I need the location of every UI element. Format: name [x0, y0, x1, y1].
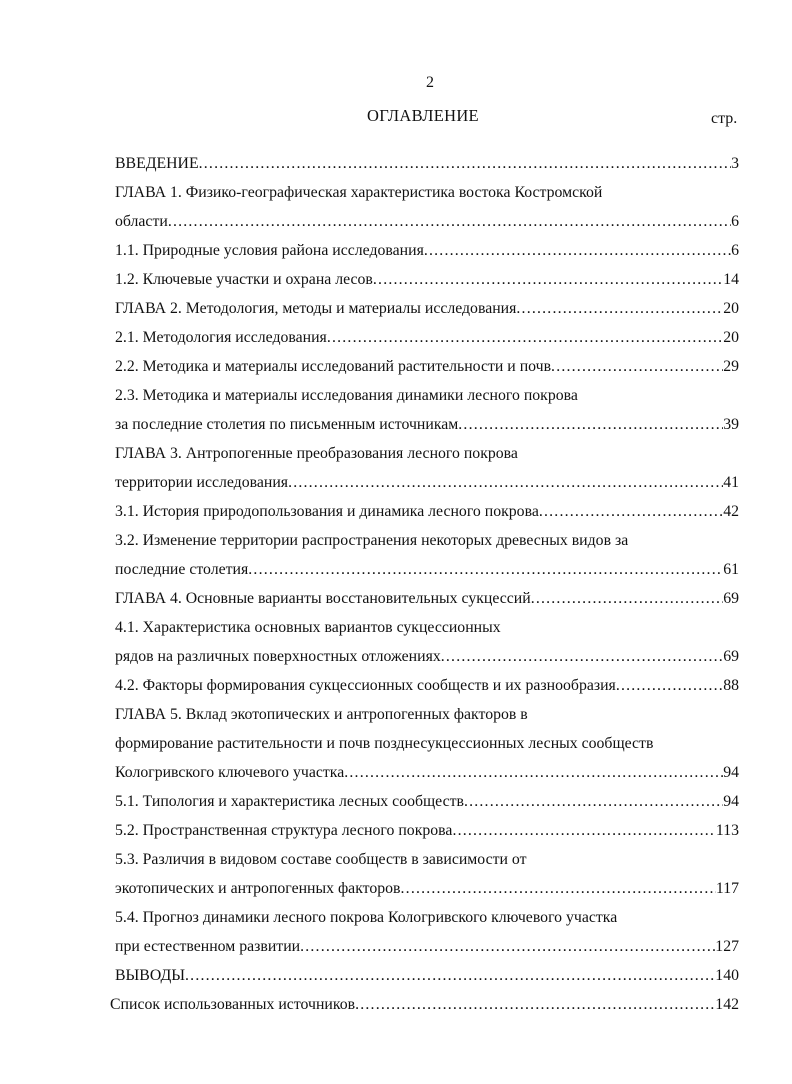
toc-entry-1-1[interactable] — [115, 237, 739, 261]
leader-dots — [616, 676, 723, 696]
toc-entry-text: 3.2. Изменение территории распространения некоторых древесных видов за — [115, 532, 629, 549]
toc-entry-conclusions[interactable] — [115, 962, 739, 986]
toc-entry-text: 4.1. Характеристика основных вариантов сукцессионных — [115, 619, 501, 636]
leader-dots — [551, 357, 723, 377]
toc-entry-text: 3.1. История природопользования и динамика лесного покрова — [115, 503, 539, 520]
toc-entry-text: ВЫВОДЫ — [115, 967, 186, 984]
toc-entry-text: 1.1. Природные условия района исследования — [115, 242, 424, 259]
toc-entry-text: последние столетия — [115, 561, 249, 578]
toc-entry-text: ГЛАВА 1. Физико-географическая характеристика востока Костромской — [115, 184, 603, 201]
toc-entry-page: 6 — [731, 242, 739, 259]
toc-entry-chapter-3[interactable] — [115, 440, 518, 464]
leader-dots — [452, 821, 715, 841]
toc-entry-text: ГЛАВА 2. Методология, методы и материалы исследования — [115, 300, 517, 317]
toc-entry-text: 5.4. Прогноз динамики лесного покрова Кологривского ключевого участка — [115, 909, 618, 926]
leader-dots — [327, 328, 723, 348]
leader-dots — [458, 415, 723, 435]
toc-entry-page: 42 — [723, 503, 739, 520]
toc-entry-4-1-cont[interactable] — [115, 643, 739, 667]
leader-dots — [464, 792, 723, 812]
toc-entry-text: территории исследования — [115, 474, 289, 491]
toc-entry-page: 142 — [715, 996, 739, 1013]
page-number: 2 — [426, 74, 434, 91]
toc-entry-text: Список использованных источников — [110, 996, 356, 1013]
leader-dots — [373, 270, 723, 290]
toc-entry-4-2[interactable] — [115, 672, 739, 696]
leader-dots — [300, 937, 715, 957]
toc-entry-5-2[interactable] — [115, 817, 739, 841]
toc-entry-3-2-cont[interactable] — [115, 556, 739, 580]
toc-entry-text: 2.3. Методика и материалы исследования динамики лесного покрова — [115, 387, 578, 404]
toc-entry-chapter-5-cont[interactable] — [115, 730, 653, 754]
leader-dots — [441, 647, 723, 667]
toc-entry-text: экотопических и антропогенных факторов — [115, 880, 401, 897]
toc-entry-text: 5.3. Различия в видовом составе сообществ в зависимости от — [115, 851, 527, 868]
toc-entry-text: Кологривского ключевого участка — [115, 764, 345, 781]
toc-entry-page: 14 — [723, 271, 739, 288]
toc-entry-page: 61 — [723, 561, 739, 578]
toc-entry-introduction[interactable] — [115, 150, 739, 174]
leader-dots — [288, 473, 723, 493]
leader-dots — [355, 995, 715, 1015]
toc-entry-page: 20 — [723, 300, 739, 317]
toc-entry-text: 5.2. Пространственная структура лесного покрова — [115, 822, 453, 839]
toc-entry-5-4[interactable] — [115, 904, 617, 928]
toc-entry-2-1[interactable] — [115, 324, 739, 348]
toc-entry-page: 3 — [731, 155, 739, 172]
toc-entry-text: области — [115, 213, 168, 230]
toc-entry-3-1[interactable] — [115, 498, 739, 522]
toc-entry-page: 117 — [715, 880, 739, 897]
toc-entry-chapter-1-cont[interactable] — [115, 208, 739, 232]
leader-dots — [199, 154, 731, 174]
toc-entry-text: при естественном развитии — [115, 938, 301, 955]
toc-entry-page: 20 — [723, 329, 739, 346]
leader-dots — [539, 502, 723, 522]
leader-dots — [248, 560, 723, 580]
toc-entry-text: ГЛАВА 4. Основные варианты восстановительных сукцессий — [115, 590, 531, 607]
toc-entry-text: 4.2. Факторы формирования сукцессионных сообществ и их разнообразия — [115, 677, 616, 694]
page-column-label: стр. — [711, 110, 738, 127]
toc-entry-text: 1.2. Ключевые участки и охрана лесов — [115, 271, 373, 288]
toc-entry-page: 140 — [715, 967, 739, 984]
toc-entry-text: ВВЕДЕНИЕ — [115, 155, 199, 172]
toc-entry-chapter-5-cont2[interactable] — [115, 759, 739, 783]
leader-dots — [344, 763, 723, 783]
toc-entry-5-3[interactable] — [115, 846, 527, 870]
toc-entry-page: 113 — [715, 822, 739, 839]
toc-entry-references[interactable] — [110, 991, 739, 1015]
toc-entry-chapter-4[interactable] — [115, 585, 739, 609]
toc-entry-text: рядов на различных поверхностных отложениях — [115, 648, 441, 665]
leader-dots — [531, 589, 724, 609]
toc-entry-chapter-3-cont[interactable] — [115, 469, 739, 493]
leader-dots — [185, 966, 715, 986]
toc-entry-2-3-cont[interactable] — [115, 411, 739, 435]
toc-entry-4-1[interactable] — [115, 614, 501, 638]
toc-entry-chapter-1[interactable] — [115, 179, 602, 203]
toc-entry-text: ГЛАВА 3. Антропогенные преобразования лесного покрова — [115, 445, 518, 462]
toc-entry-text: за последние столетия по письменным источникам — [115, 416, 459, 433]
toc-entry-text: 5.1. Типология и характеристика лесных сообществ — [115, 793, 464, 810]
toc-title: ОГЛАВЛЕНИЕ — [367, 106, 479, 125]
toc-entry-page: 39 — [723, 416, 739, 433]
toc-entry-5-1[interactable] — [115, 788, 739, 812]
leader-dots — [516, 299, 723, 319]
leader-dots — [168, 212, 731, 232]
leader-dots — [401, 879, 716, 899]
toc-entry-page: 6 — [731, 213, 739, 230]
toc-entry-page: 41 — [723, 474, 739, 491]
toc-entry-text: 2.1. Методология исследования — [115, 329, 327, 346]
toc-entry-page: 127 — [715, 938, 739, 955]
toc-entry-chapter-5[interactable] — [115, 701, 528, 725]
toc-entry-page: 69 — [723, 590, 739, 607]
leader-dots — [424, 241, 731, 261]
toc-entry-5-4-cont[interactable] — [115, 933, 739, 957]
toc-entry-page: 88 — [723, 677, 739, 694]
toc-entry-page: 94 — [723, 764, 739, 781]
toc-entry-3-2[interactable] — [115, 527, 628, 551]
toc-entry-chapter-2[interactable] — [115, 295, 739, 319]
toc-entry-1-2[interactable] — [115, 266, 739, 290]
toc-entry-page: 69 — [723, 648, 739, 665]
toc-entry-text: ГЛАВА 5. Вклад экотопических и антропогенных факторов в — [115, 706, 528, 723]
toc-entry-page: 29 — [723, 358, 739, 375]
toc-entry-page: 94 — [723, 793, 739, 810]
toc-entry-5-3-cont[interactable] — [115, 875, 739, 899]
toc-entry-text: формирование растительности и почв позднесукцессионных лесных сообществ — [115, 735, 654, 752]
toc-entry-2-3[interactable] — [115, 382, 578, 406]
toc-entry-2-2[interactable] — [115, 353, 739, 377]
toc-entry-text: 2.2. Методика и материалы исследований растительности и почв — [115, 358, 552, 375]
